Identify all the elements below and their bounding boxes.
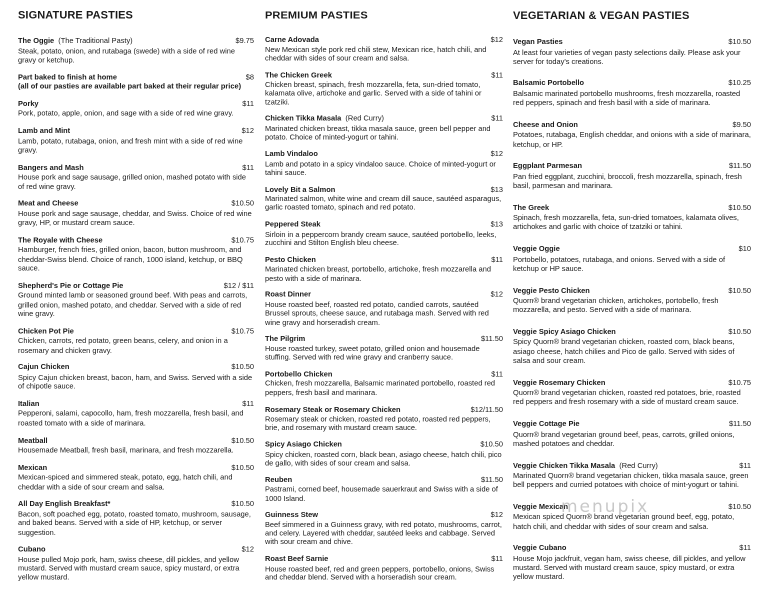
menu-item-name: The Chicken Greek <box>265 70 332 79</box>
menu-item-name: Portobello Chicken <box>265 369 333 379</box>
menu-item-price: $8 <box>245 72 254 82</box>
menu-item-title <box>265 220 320 229</box>
menu-item-price: $10.50 <box>728 202 751 212</box>
premium-pasties-column <box>265 10 503 590</box>
menu-item-name: The Royale with Cheese <box>18 235 103 245</box>
menu-item-description: Marinated chicken breast, tikka masala sauce, green bell pepper and potato. Choice of minted-yogurt or tahini. <box>265 124 491 142</box>
menu-item-name: The Oggie <box>18 36 55 45</box>
menu-item-name: Veggie Chicken Tikka Masala <box>513 460 616 470</box>
menu-item-title <box>18 545 46 554</box>
menu-item-name: The Greek <box>513 202 550 212</box>
menu-list <box>265 35 503 582</box>
menu-item <box>513 120 751 149</box>
menu-item <box>513 244 751 273</box>
menu-item-title <box>265 291 311 300</box>
menu-item-title <box>18 126 70 135</box>
menu-item <box>513 502 751 531</box>
menu-item-description: Chicken, carrots, red potato, green beans, celery, and onion in a rosemary and chicken gravy. <box>18 336 228 355</box>
menu-item-title <box>265 255 316 264</box>
menu-item-price: $12 <box>490 35 503 44</box>
menu-item <box>18 73 254 91</box>
menu-item-title <box>513 161 582 171</box>
menu-item-name: Reuben <box>265 475 293 484</box>
menu-item-title <box>18 99 39 108</box>
menu-item-description: New Mexican style pork red chili stew, Mexican rice, hatch chili, and cheddar with sides of sour cream and salsa. <box>265 45 487 63</box>
menu-item-description: Lamb, potato, rutabaga, onion, and fresh mint with a side of red wine gravy. <box>18 136 243 155</box>
menu-item <box>513 461 751 490</box>
menu-item-header <box>513 37 751 47</box>
menu-item-price: $11 <box>491 70 503 79</box>
menu-item-price: $13 <box>490 220 503 229</box>
menu-item-header <box>265 35 503 44</box>
menu-item <box>265 440 503 467</box>
menu-item-description: House roasted turkey, sweet potato, grilled onion and housemade stuffing. Served with red wine gravy and cranberry sauce. <box>265 344 480 362</box>
menu-item-price: $10 <box>738 244 751 254</box>
menu-item-description: Housemade Meatball, fresh basil, marinara, and fresh mozzarella. <box>18 445 234 455</box>
menu-item-name: Pesto Chicken <box>265 255 316 264</box>
menu-item-title <box>18 463 47 472</box>
menu-item-header <box>265 71 503 80</box>
menu-item-price: $10.50 <box>728 37 751 46</box>
menu-item-title <box>513 502 568 512</box>
menu-item <box>513 78 751 107</box>
menu-item-price: $12 <box>241 126 254 136</box>
menu-item <box>513 203 751 232</box>
menu-item-description: Pork, potato, apple, onion, and sage with a side of red wine gravy. <box>18 109 234 118</box>
menu-item-description: Bacon, soft poached egg, potato, roasted tomato, mushroom, sausage, and baked beans. Served with a side of HP, ketchup, or server suggestion. <box>18 509 251 537</box>
menu-item-title <box>513 378 605 388</box>
menu-item-price: $9.75 <box>235 36 254 45</box>
menu-item-title <box>18 199 78 208</box>
menu-item <box>265 114 503 141</box>
menu-item-header <box>265 220 503 229</box>
menu-item-price: $11 <box>242 162 254 172</box>
menu-item-description: Marinated salmon, white wine and cream dill sauce, sautéed asparagus, garlic roasted tomato, spinach and red potato. <box>265 194 502 212</box>
menu-item-header <box>265 370 503 379</box>
menu-item-name: Carne Adovada <box>265 35 319 44</box>
menu-item <box>265 220 503 247</box>
menu-item-note: (all of our pasties are available part baked at their regular price) <box>18 81 242 91</box>
menu-item <box>265 335 503 362</box>
menu-item-name: Veggie Pesto Chicken <box>513 285 590 295</box>
menu-item-title <box>513 419 580 429</box>
menu-item-header <box>18 236 254 245</box>
menu-item-header <box>513 327 751 337</box>
section-title: VEGETARIAN & VEGAN PASTIES <box>513 10 690 22</box>
menu-list <box>18 36 254 582</box>
menu-item-header <box>18 73 254 82</box>
menu-item-name: Veggie Cubano <box>513 543 567 553</box>
menu-item-title <box>513 327 616 337</box>
menu-item <box>18 36 254 64</box>
menu-item <box>265 511 503 547</box>
menu-item-name: Peppered Steak <box>265 220 321 229</box>
menu-item-description: House pork and sage sausage, grilled onion, mashed potato with side of red wine gravy. <box>18 172 247 191</box>
menu-item-name: Veggie Mexican <box>513 501 569 511</box>
menu-item-title <box>513 461 658 471</box>
menu-item-title <box>265 475 292 484</box>
menu-item-title <box>513 37 563 47</box>
menu-item-description: Portobello, potatoes, rutabaga, and onions. Served with a side of ketchup or HP sauce. <box>513 254 726 273</box>
menu-item-name: Veggie Rosemary Chicken <box>513 377 606 387</box>
menu-item-header <box>513 461 751 471</box>
menu-item-name: Cajun Chicken <box>18 362 70 372</box>
menu-item-description: House Mojo jackfruit, vegan ham, swiss cheese, dill pickles, and yellow mustard. Served with mustard cream sauce, spicy mustard, or extra yellow mustard. <box>513 553 746 582</box>
menu-item-price: $10.75 <box>231 326 254 336</box>
menu-item-price: $10.50 <box>231 362 254 372</box>
menu-item-description: Marinated chicken breast, portobello, artichoke, fresh mozzarella and pesto with a side of marinara. <box>265 265 491 283</box>
menu-item <box>265 405 503 432</box>
menu-item-name: Chicken Tikka Masala <box>265 114 342 123</box>
menu-item-header <box>513 78 751 88</box>
menu-item <box>18 326 254 354</box>
menu-item-price: $11.50 <box>480 475 503 484</box>
menu-item-title <box>513 203 549 213</box>
menu-item-price: $10.50 <box>728 326 751 336</box>
section-title: PREMIUM PASTIES <box>265 10 368 22</box>
menu-item-header <box>265 511 503 520</box>
menu-item-description: House roasted beef, red and green peppers, portobello, onions, Swiss and cheddar blend. Served with a horseradish sour cream. <box>265 564 495 582</box>
menu-item-name: Meat and Cheese <box>18 199 79 208</box>
menu-item <box>265 370 503 397</box>
menu-item-description: Pan fried eggplant, zucchini, broccoli, fresh mozzarella, spinach, fresh basil, parmesan and marinara. <box>513 171 742 191</box>
menu-item-title <box>513 286 590 296</box>
menu-item-price: $10.50 <box>480 440 503 449</box>
section-title: SIGNATURE PASTIES <box>18 10 133 22</box>
menu-item <box>265 555 503 582</box>
menu-item-title <box>265 555 328 564</box>
menu-item-description: Quorn® brand vegetarian ground beef, peas, carrots, grilled onions, mashed potatoes and cheddar. <box>513 429 735 448</box>
menu-item-price: $10.50 <box>728 501 751 511</box>
menu-item <box>18 463 254 491</box>
menu-item <box>265 185 503 212</box>
menu-item <box>18 363 254 391</box>
menu-item-header <box>513 120 751 130</box>
signature-pasties-column <box>18 10 254 590</box>
menu-item-description: Hamburger, french fries, grilled onion, bacon, button mushroom, and cheddar-Swiss blend. Choice of ranch, 1000 island, ketchup, or BBQ sauce. <box>18 245 243 273</box>
menu-item-title <box>18 281 123 290</box>
menu-item <box>18 281 254 318</box>
menu-item-header <box>265 555 503 564</box>
menu-item-name: Vegan Pasties <box>513 37 563 46</box>
menu-item-name: Italian <box>18 399 40 408</box>
menu-item-price: $12 / $11 <box>223 280 254 290</box>
menu-item-header <box>513 378 751 388</box>
menu-item <box>18 545 254 582</box>
menu-item-header <box>18 436 254 445</box>
menu-item-name: Mexican <box>18 462 48 472</box>
menu-item-price: $10.50 <box>231 435 254 445</box>
menu-item-price: $10.50 <box>231 199 254 208</box>
menu-item-name: Balsamic Portobello <box>513 78 585 88</box>
menu-item-description: Pastrami, corned beef, housemade sauerkraut and Swiss with a side of 1000 Island. <box>265 485 498 503</box>
menu-item-header <box>18 126 254 135</box>
menu-item-header <box>265 335 503 344</box>
menu-item-header <box>265 440 503 449</box>
menu-item-description: Pepperoni, salami, capocollo, ham, fresh mozzarella, fresh basil, and roasted tomato with a side of marinara. <box>18 409 244 428</box>
menu-item-description: Steak, potato, onion, and rutabaga (swede) with a side of red wine gravy or ketchup. <box>18 46 235 65</box>
menu-item <box>18 99 254 118</box>
menu-item-name: Meatball <box>18 435 48 445</box>
menu-item-name: All Day English Breakfast* <box>18 499 111 509</box>
menu-item-description: Balsamic marinated portobello mushrooms, fresh mozzarella, roasted red peppers, spinach and fresh basil with a side of marinara. <box>513 88 741 108</box>
menu-item <box>265 255 503 282</box>
menu-item-name: Cheese and Onion <box>513 119 578 129</box>
menu-item-description: Spicy chicken, roasted corn, black bean, asiago cheese, hatch chili, pico de gallo, with sides of sour cream and salsa. <box>265 450 502 468</box>
menu-item-name: Roast Dinner <box>265 290 311 300</box>
menu-item-description: Chicken breast, spinach, fresh mozzarella, feta, sun-dried tomato, kalamata olive, artichoke and garlic. Served with a side of tahini or tzatziki. <box>265 80 482 107</box>
menu-item <box>18 499 254 536</box>
menu-item-name: Spicy Asiago Chicken <box>265 440 342 449</box>
menu-item-price: $11.50 <box>728 419 751 429</box>
menu-item-header <box>18 281 254 290</box>
menu-item <box>18 236 254 273</box>
menu-item-description: Lamb and potato in a spicy vindaloo sauce. Choice of minted-yogurt or tahini sauce. <box>265 159 496 177</box>
menu-item-header <box>265 255 503 264</box>
menu-item-title <box>265 114 384 123</box>
menu-item-title <box>513 78 584 88</box>
menu-item <box>513 543 751 581</box>
menu-item <box>18 126 254 154</box>
menu-item-subtitle: (Red Curry) <box>345 114 384 123</box>
menu-item <box>265 150 503 177</box>
menu-item-header <box>265 150 503 159</box>
menu-item-title <box>265 150 318 159</box>
menu-item-description: Rosemary steak or chicken, roasted red potato, roasted red peppers, brie, and rosemary with mustard cream sauce. <box>265 414 491 432</box>
menu-item-title <box>513 543 566 553</box>
menu-item-description: Spicy Quorn® brand vegetarian chicken, roasted corn, black beans, asiago cheese, hatch chilies and Pico de gallo. Served with sides of salsa and sour cream. <box>513 337 735 366</box>
menu-item <box>18 436 254 455</box>
menu-item-name: Lovely Bit a Salmon <box>265 184 336 194</box>
menu-item-subtitle: (The Traditional Pasty) <box>58 36 133 45</box>
menu-item-header <box>265 114 503 123</box>
menu-item-header <box>18 326 254 335</box>
menu-item-name: Guinness Stew <box>265 510 318 520</box>
menu-item-description: House roasted beef, roasted red potato, candied carrots, sautéed Brussel sprouts, cheese sauce, and rutabaga mash. Served with red wine gravy and horseradish cream. <box>265 300 489 327</box>
menu-item <box>513 327 751 365</box>
menu-item-price: $11 <box>242 399 254 408</box>
menu-item-description: Spinach, fresh mozzarella, feta, sun-dried tomatoes, kalamata olives, artichokes and garlic with choice of tzatziki or tahini. <box>513 213 739 232</box>
menu-item-header <box>265 475 503 484</box>
menu-item <box>265 35 503 62</box>
menu-item-header <box>18 399 254 408</box>
menu-item-description: Quorn® brand vegetarian chicken, roasted red potatoes, brie, roasted red peppers and fresh rosemary with a side of mustard cream sauce. <box>513 388 741 407</box>
menu-item-price: $11 <box>491 255 503 264</box>
menu-item-price: $11 <box>739 460 751 470</box>
menu-item <box>18 163 254 191</box>
menu-item-price: $12 <box>490 290 503 300</box>
menu-item-name: Shepherd's Pie or Cottage Pie <box>18 280 124 290</box>
menu-item-header <box>18 163 254 172</box>
menu-item-header <box>265 291 503 300</box>
menu-item-header <box>513 286 751 296</box>
vegetarian-vegan-pasties-column <box>513 10 751 590</box>
menu-item <box>513 161 751 190</box>
menu-item-price: $11.50 <box>480 334 503 343</box>
menu-item-description: Sirloin in a peppercorn brandy cream sauce, sautéed portobello, leeks, zucchini and Stilton English bleu cheese. <box>265 229 497 248</box>
menu-item-title <box>265 370 332 379</box>
watermark: menupix <box>561 497 650 517</box>
menu-item-description: Beef simmered in a Guinness gravy, with red potato, mushrooms, carrot, and celery. Layered with cheddar, sautéed leeks and cabbage. Served with sour cream and chive. <box>265 520 502 547</box>
menu-item-subtitle: (Red Curry) <box>619 460 658 470</box>
menu-item-header <box>18 363 254 372</box>
menu-item-description: Mexican-spiced and simmered steak, potato, egg, hatch chili, and cheddar with a side of sour cream and salsa. <box>18 473 233 491</box>
menu-item-price: $11 <box>491 554 503 564</box>
menu-item-name: Veggie Spicy Asiago Chicken <box>513 326 616 336</box>
menu-item-header <box>513 419 751 429</box>
menu-item-price: $11 <box>242 98 254 108</box>
menu-item-header <box>265 405 503 414</box>
menu-item-description: Spicy Cajun chicken breast, bacon, ham, and Swiss. Served with a side of chipotle sauce. <box>18 372 253 391</box>
menu-item-title <box>18 73 117 82</box>
menu-item-price: $11.50 <box>728 161 751 171</box>
menu-item-title <box>513 244 560 254</box>
menu-item-price: $10.50 <box>231 462 254 472</box>
menu-item-title <box>18 36 133 45</box>
menu-item-title <box>18 399 39 408</box>
menu-list <box>513 37 751 582</box>
menu-item-description: Marinated Quorn® brand vegetarian chicken, tikka masala sauce, green bell peppers and curried potatoes with choice of mint-yogurt or tahini. <box>513 471 749 490</box>
menu-item-price: $12 <box>490 510 503 520</box>
menu-item-title <box>18 363 69 372</box>
menu-item-header <box>18 545 254 554</box>
menu-item-price: $10.75 <box>728 377 751 387</box>
menu-item <box>18 399 254 427</box>
menu-item-title <box>18 499 110 508</box>
menu-item-price: $11 <box>491 369 503 379</box>
menu-item-description: At least four varieties of vegan pasty selections daily. Please ask your server for today's creations. <box>513 47 741 66</box>
menu-item-title <box>265 511 318 520</box>
menu-item-title <box>18 236 103 245</box>
menu-item-name: Chicken Pot Pie <box>18 326 74 336</box>
menu-item-title <box>265 71 332 80</box>
menu-item-description: Quorn® brand vegetarian chicken, artichokes, portobello, fresh mozzarella, and pesto. Served with a side of marinara. <box>513 296 719 315</box>
menu-item-title <box>265 440 342 449</box>
menu-item-price: $12/11.50 <box>470 404 503 414</box>
menu-item-title <box>265 335 305 344</box>
menu-item-header <box>513 502 751 512</box>
menu-item-title <box>18 163 84 172</box>
menu-item-header <box>18 463 254 472</box>
menu-item-name: Rosemary Steak or Rosemary Chicken <box>265 404 401 414</box>
menu-item <box>265 475 503 502</box>
menu-item-description: Chicken, fresh mozzarella, Balsamic marinated portobello, roasted red peppers, fresh basil and marinara. <box>265 379 496 397</box>
menu-item <box>18 199 254 227</box>
menu-item-name: Veggie Cottage Pie <box>513 419 580 429</box>
menu-item-name: The Pilgrim <box>265 334 306 343</box>
menu-item-name: Lamb Vindaloo <box>265 149 318 159</box>
menu-item-title <box>265 185 335 194</box>
menu-item <box>265 71 503 107</box>
menu-item-title <box>265 35 319 44</box>
menu-item-title <box>513 120 578 130</box>
menu-item-price: $12 <box>490 149 503 159</box>
menu-item-price: $10.75 <box>231 235 254 245</box>
menu-item <box>513 419 751 448</box>
menu-item-price: $12 <box>241 544 254 554</box>
menu-item-price: $11 <box>491 114 503 123</box>
menu-item-price: $10.50 <box>231 499 254 509</box>
menu-item-price: $9.50 <box>732 119 751 129</box>
menu-item-description: House pork and sage sausage, cheddar, and Swiss. Choice of red wine gravy, HP, or mustard cream sauce. <box>18 209 252 228</box>
menu-item-header <box>265 185 503 194</box>
menu-item <box>513 37 751 66</box>
menu-item-price: $10.25 <box>728 78 751 88</box>
menu-item-header <box>513 203 751 213</box>
menu-item-description: House pulled Mojo pork, ham, swiss cheese, dill pickles, and yellow mustard. Served with mustard cream sauce, spicy mustard, or extra yellow mustard. <box>18 554 240 582</box>
menu-item-title <box>18 436 48 445</box>
menu-item-header <box>18 36 254 45</box>
menu-item-header <box>18 199 254 208</box>
menu-item-name: Bangers and Mash <box>18 162 84 172</box>
menu-item-name: Porky <box>18 98 39 108</box>
menu-item-name: Lamb and Mint <box>18 126 71 136</box>
menu-item-price: $13 <box>490 184 503 194</box>
menu-item-header <box>18 499 254 508</box>
menu-item-header <box>513 244 751 254</box>
menu-item-title <box>18 326 74 335</box>
menu-item <box>265 291 503 327</box>
menu-item-name: Roast Beef Sarnie <box>265 554 329 564</box>
menu-item-header <box>513 161 751 171</box>
menu-item-description: Potatoes, rutabaga, English cheddar, and onions with a side of marinara, ketchup, or HP. <box>513 130 751 149</box>
menu-item-description: Ground minted lamb or seasoned ground beef. With peas and carrots, grilled onion, mashed potato, and cheddar. Served with a side of red wine gravy. <box>18 291 248 318</box>
menu-item-header <box>18 99 254 108</box>
menu-item-name: Veggie Oggie <box>513 244 560 254</box>
menu-item-price: $11 <box>739 543 751 553</box>
menu-item <box>513 378 751 407</box>
menu-item <box>513 286 751 315</box>
menu-item-name: Eggplant Parmesan <box>513 161 582 171</box>
menu-item-header <box>513 543 751 553</box>
menu-item-name: Cubano <box>18 544 46 554</box>
menu-item-title <box>265 405 401 414</box>
menu-item-price: $10.50 <box>728 285 751 295</box>
menu-item-description: Mexican spiced Quorn® brand vegetarian ground beef, egg, potato, hatch chili, and cheddar with sides of sour cream and salsa. <box>513 512 735 531</box>
menu-item-name: Part baked to finish at home <box>18 72 117 82</box>
